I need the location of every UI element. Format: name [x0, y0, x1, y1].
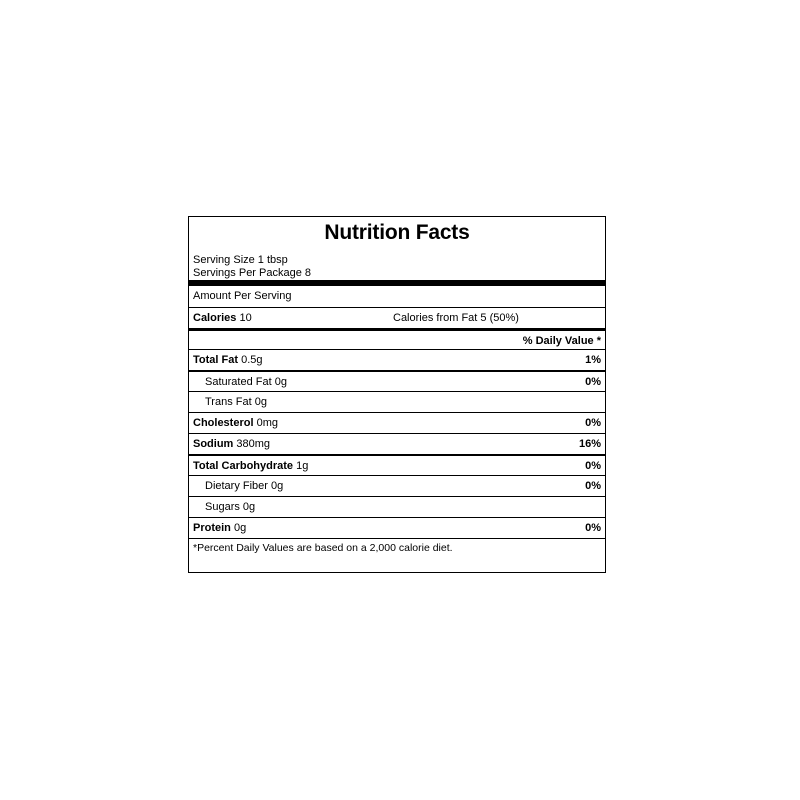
nutrient-row-cholesterol [189, 412, 605, 433]
nutrient-name: Cholesterol [193, 417, 254, 429]
nutrient-amount: 0g [254, 396, 267, 408]
label-title: Nutrition Facts [324, 221, 470, 244]
nutrient-name: Protein [193, 522, 231, 534]
calories-label: Calories [193, 312, 237, 324]
nutrient-daily-value: 0% [585, 417, 601, 429]
nutrient-name: Total Fat [193, 354, 239, 366]
nutrient-daily-value: 0% [585, 460, 601, 472]
serving-info [189, 249, 605, 277]
footnote: *Percent Daily Values are based on a 2,000 calorie diet. [189, 538, 605, 558]
daily-value-header-row [189, 328, 605, 349]
servings-per-package: Servings Per Package 8 [193, 266, 312, 279]
nutrient-amount: 0g [271, 480, 284, 492]
nutrient-amount: 0g [242, 501, 256, 513]
nutrient-name: Sugars [205, 501, 240, 513]
nutrient-name: Total Carbohydrate [193, 460, 294, 472]
nutrient-daily-value: 1% [585, 354, 601, 366]
nutrient-row-sugars [189, 496, 605, 517]
nutrient-row-trans-fat [189, 391, 605, 412]
nutrient-daily-value: 0% [585, 480, 601, 492]
nutrient-name: Dietary Fiber [205, 480, 268, 492]
nutrient-amount: 0.5g [241, 354, 263, 366]
serving-size: Serving Size 1 tbsp [193, 254, 288, 266]
nutrient-amount: 0g [274, 376, 287, 388]
daily-value-header: % Daily Value * [522, 335, 601, 347]
nutrient-row-saturated-fat [189, 370, 605, 391]
nutrient-daily-value: 0% [585, 522, 601, 534]
nutrient-row-protein [189, 517, 605, 538]
calories-row [189, 307, 605, 328]
amount-per-serving-row [189, 286, 605, 307]
nutrient-row-total-carbohydrate [189, 454, 605, 475]
nutrient-name: Sodium [193, 438, 234, 450]
nutrient-name: Saturated Fat [205, 376, 272, 388]
nutrient-amount: 0mg [256, 417, 278, 429]
nutrient-row-sodium [189, 433, 605, 454]
nutrient-daily-value: 16% [578, 438, 601, 450]
calories-value: 10 [239, 312, 252, 324]
calories-from-fat: Calories from Fat 5 (50%) [393, 312, 519, 324]
nutrient-amount: 0g [233, 522, 247, 534]
nutrient-amount: 1g [296, 460, 309, 472]
nutrient-daily-value: 0% [585, 376, 601, 388]
nutrition-facts-label [188, 216, 606, 573]
amount-per-serving-label: Amount Per Serving [193, 290, 292, 302]
nutrient-row-total-fat [189, 349, 605, 370]
nutrient-name: Trans Fat [205, 396, 252, 408]
nutrient-row-dietary-fiber [189, 475, 605, 496]
nutrient-amount: 380mg [236, 438, 271, 450]
